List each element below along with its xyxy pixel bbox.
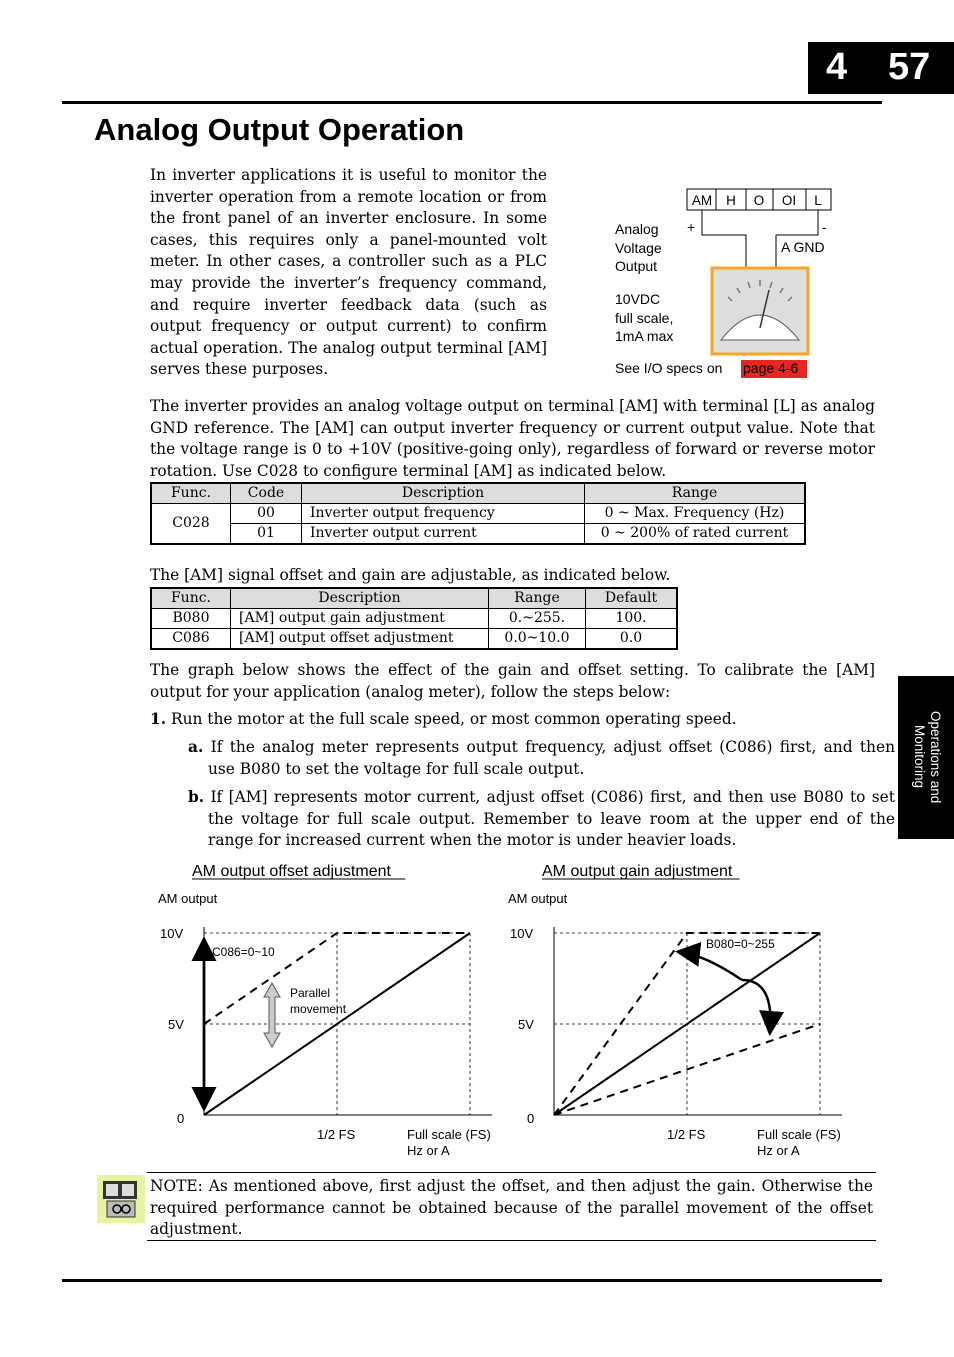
bottom-rule [62, 1279, 882, 1282]
terminal-label: L [814, 193, 822, 208]
description-cell: Inverter output frequency [302, 504, 585, 524]
b080-c086-table [150, 587, 678, 650]
note-paragraph [150, 1176, 873, 1241]
y-tick-label: 5V [518, 1017, 534, 1032]
note-bottom-rule [147, 1240, 876, 1241]
default-cell: 0.0 [586, 629, 678, 650]
analog-meter-icon [712, 268, 808, 354]
range-cell: 0.~255. [489, 609, 586, 629]
intro-paragraph: In inverter applications it is useful to monitor the inverter operation from a remote location or from the front panel of an inverter enclosure. In some cases, this requires only a panel-mounted volt meter. In other cases, a controller such as a PLC may provide the inverter’s frequency command, and require inverter feedback data (such as output frequency or output current) to confirm actual operation. The analog output terminal [AM] serves these purposes. [150, 166, 547, 379]
header-cell: Func. [151, 588, 231, 609]
y-tick-label: 0 [177, 1111, 185, 1126]
chapter-number: 4 [826, 46, 848, 88]
note-top-rule [147, 1172, 876, 1173]
range-cell: 0.0~10.0 [489, 629, 586, 650]
terminal-label: O [753, 193, 765, 208]
x-tick-label: Hz or A [407, 1143, 450, 1158]
am-terminal-paragraph: The inverter provides an analog voltage output on terminal [AM] with terminal [L] as analog GND reference. The [AM] can output inverter frequency or current output value. Note that the voltage range is 0 to +10V (positive-going only), regardless of forward or reverse motor rotation. Use C028 to configure terminal [AM] as indicated below. [150, 397, 875, 480]
page-4-6-link[interactable]: page 4-6 [743, 360, 799, 376]
gain-adjustment-chart [500, 855, 860, 1165]
terminal-label: H [726, 193, 736, 208]
terminal-label: AM [691, 193, 713, 208]
header-cell: Description [231, 588, 489, 609]
step-text: If [AM] represents motor current, adjust offset (C086) first, and then use B080 to set the voltage for full scale output. Remember to leave room at the upper end of the range for increased current when the motor is under heavier loads. [208, 788, 895, 850]
page-title: Analog Output Operation [94, 112, 465, 147]
header-cell: Range [585, 483, 806, 504]
header-cell: Default [586, 588, 678, 609]
side-tab-label: Operations and Monitoring [912, 710, 943, 804]
chart-title: AM output offset adjustment [192, 863, 391, 880]
step-letter: b. [188, 788, 205, 806]
table-row [151, 504, 805, 524]
step-number: 1. [150, 710, 167, 728]
note-label: NOTE [150, 1177, 198, 1195]
code-cell: 00 [231, 504, 302, 524]
annotation-label: movement [290, 1002, 347, 1016]
series-line-1 [204, 933, 470, 1115]
step-text: Run the motor at the full scale speed, or most common operating speed. [170, 710, 737, 728]
agnd-label: A GND [781, 239, 825, 255]
gain-arrow-down [742, 980, 770, 1031]
description-cell: [AM] output gain adjustment [231, 609, 489, 629]
io-specs-reference: See I/O specs on [615, 360, 723, 376]
terminal-label: OI [781, 193, 797, 208]
y-axis-label: AM output [508, 891, 568, 906]
step-b [188, 787, 895, 852]
minus-sign: - [822, 219, 827, 235]
step-a [188, 737, 895, 780]
table-row [151, 609, 677, 629]
gain-arrow-up [680, 952, 742, 980]
y-tick-label: 10V [510, 926, 534, 941]
x-tick-label: Full scale (FS) [757, 1127, 841, 1142]
x-tick-label: Full scale (FS) [407, 1127, 491, 1142]
plus-sign: + [687, 219, 696, 235]
y-axis-label: AM output [158, 891, 218, 906]
step-letter: a. [188, 738, 204, 756]
annotation-label: C086=0~10 [212, 945, 275, 959]
graph-intro-paragraph: The graph below shows the effect of the gain and offset setting. To calibrate the [AM] output for your application (analog meter), follow the steps below: [150, 661, 875, 701]
annotation-label: B080=0~255 [706, 937, 775, 951]
series-line-1 [554, 933, 820, 1115]
parallel-movement-arrow [264, 983, 280, 1047]
wiring-diagram [605, 180, 845, 385]
note-text: : As mentioned above, first adjust the offset, and then adjust the gain. Otherwise the required performance cannot be obtained because of the parallel movement of the offset adjustment. [150, 1177, 873, 1239]
note-book-icon [97, 1175, 145, 1223]
range-cell: 0 ~ 200% of rated current [585, 524, 806, 545]
header-cell: Func. [151, 483, 231, 504]
table-row [151, 524, 805, 545]
offset-gain-paragraph: The [AM] signal offset and gain are adjustable, as indicated below. [150, 566, 671, 584]
annotation-label: Parallel [290, 986, 331, 1000]
description-cell: Inverter output current [302, 524, 585, 545]
meter-spec-label: 10VDC full scale, 1mA max [615, 291, 674, 344]
func-cell: C028 [151, 504, 231, 545]
top-rule [62, 101, 882, 104]
x-tick-label: 1/2 FS [667, 1127, 706, 1142]
func-cell: C086 [151, 629, 231, 650]
description-cell: [AM] output offset adjustment [231, 629, 489, 650]
y-tick-label: 10V [160, 926, 184, 941]
offset-adjustment-chart [150, 855, 510, 1165]
func-cell: B080 [151, 609, 231, 629]
c028-table [150, 482, 806, 545]
analog-voltage-output-label: Analog Voltage Output [615, 221, 662, 274]
y-tick-label: 5V [168, 1017, 184, 1032]
header-cell: Code [231, 483, 302, 504]
x-tick-label: 1/2 FS [317, 1127, 356, 1142]
range-cell: 0 ~ Max. Frequency (Hz) [585, 504, 806, 524]
x-tick-label: Hz or A [757, 1143, 800, 1158]
chart-title: AM output gain adjustment [542, 863, 733, 880]
default-cell: 100. [586, 609, 678, 629]
header-cell: Description [302, 483, 585, 504]
page-number: 57 [888, 46, 931, 88]
terminal-strip [687, 189, 831, 210]
y-tick-label: 0 [527, 1111, 535, 1126]
code-cell: 01 [231, 524, 302, 545]
chapter-page-box [808, 42, 954, 94]
step-1 [150, 709, 875, 731]
table-row [151, 629, 677, 650]
header-cell: Range [489, 588, 586, 609]
step-text: If the analog meter represents output frequency, adjust offset (C086) first, and then use B080 to set the voltage for full scale output. [208, 738, 895, 778]
section-side-tab [898, 676, 954, 839]
